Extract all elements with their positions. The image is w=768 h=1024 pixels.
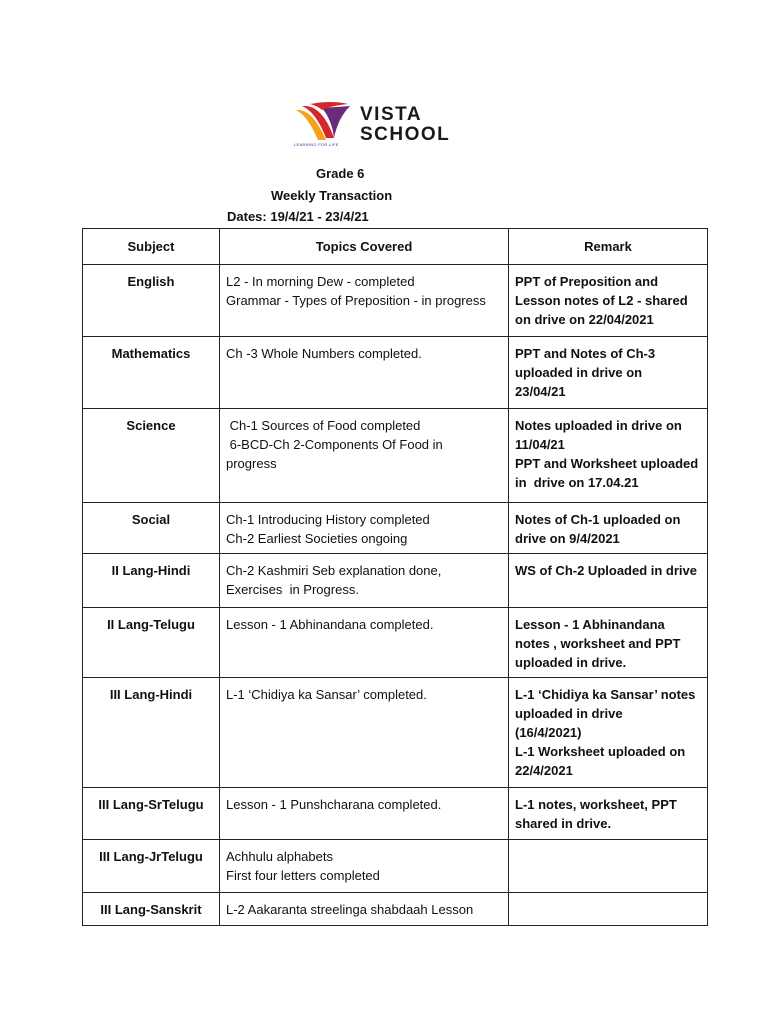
remark-cell bbox=[509, 788, 708, 840]
topics-cell bbox=[220, 503, 509, 554]
remark-line: notes , worksheet and PPT bbox=[515, 636, 681, 651]
table-body bbox=[83, 265, 708, 926]
weekly-transaction-table bbox=[82, 228, 708, 926]
subject-cell: Social bbox=[83, 503, 220, 554]
topics-cell bbox=[220, 265, 509, 337]
subject-cell: III Lang-Hindi bbox=[83, 678, 220, 788]
topic-line: Exercises in Progress. bbox=[226, 582, 359, 597]
table-row bbox=[83, 503, 708, 554]
topics-cell bbox=[220, 409, 509, 503]
remark-cell bbox=[509, 893, 708, 926]
table-header-row bbox=[83, 229, 708, 265]
table-row bbox=[83, 337, 708, 409]
remark-cell bbox=[509, 503, 708, 554]
remark-line: Notes uploaded in drive on bbox=[515, 418, 682, 433]
school-tagline: LEARNING FOR LIFE bbox=[294, 142, 339, 147]
remark-line: L-1 notes, worksheet, PPT bbox=[515, 797, 677, 812]
remark-line: Notes of Ch-1 uploaded on bbox=[515, 512, 681, 527]
remark-cell bbox=[509, 554, 708, 608]
date-range: Dates: 19/4/21 - 23/4/21 bbox=[227, 209, 369, 224]
remark-line: L-1 ‘Chidiya ka Sansar’ notes bbox=[515, 687, 696, 702]
remark-cell bbox=[509, 678, 708, 788]
topic-line: Ch-1 Sources of Food completed bbox=[226, 418, 421, 433]
topic-line: Achhulu alphabets bbox=[226, 849, 333, 864]
subject-cell: III Lang-SrTelugu bbox=[83, 788, 220, 840]
topics-cell bbox=[220, 678, 509, 788]
remark-line: PPT and Worksheet uploaded bbox=[515, 456, 699, 471]
topic-line: Grammar - Types of Preposition - in progress bbox=[226, 293, 486, 308]
topic-line: Ch -3 Whole Numbers completed. bbox=[226, 346, 422, 361]
topics-cell bbox=[220, 554, 509, 608]
school-logo bbox=[292, 100, 482, 152]
remark-line: WS of Ch-2 Uploaded in drive bbox=[515, 563, 698, 578]
topics-cell bbox=[220, 893, 509, 926]
table-row bbox=[83, 409, 708, 503]
remark-line: (16/4/2021) bbox=[515, 725, 582, 740]
column-header-subject: Subject bbox=[83, 229, 220, 265]
table-row bbox=[83, 840, 708, 893]
remark-line: L-1 Worksheet uploaded on bbox=[515, 744, 686, 759]
topic-line: Ch-2 Kashmiri Seb explanation done, bbox=[226, 563, 442, 578]
topic-line: Lesson - 1 Punshcharana completed. bbox=[226, 797, 442, 812]
column-header-topics: Topics Covered bbox=[220, 229, 509, 265]
remark-line: PPT of Preposition and bbox=[515, 274, 659, 289]
table-row bbox=[83, 678, 708, 788]
topics-cell bbox=[220, 337, 509, 409]
topic-line: Ch-1 Introducing History completed bbox=[226, 512, 430, 527]
remark-line: PPT and Notes of Ch-3 bbox=[515, 346, 656, 361]
topic-line: Lesson - 1 Abhinandana completed. bbox=[226, 617, 434, 632]
logo-emblem-icon bbox=[292, 100, 354, 146]
remark-line: shared in drive. bbox=[515, 816, 612, 831]
topic-line: L2 - In morning Dew - completed bbox=[226, 274, 415, 289]
school-name: VISTA SCHOOL bbox=[360, 104, 451, 145]
remark-cell bbox=[509, 840, 708, 893]
remark-line: 23/04/21 bbox=[515, 384, 566, 399]
grade-label: Grade 6 bbox=[316, 166, 365, 181]
table-row bbox=[83, 265, 708, 337]
remark-cell bbox=[509, 265, 708, 337]
table-row bbox=[83, 788, 708, 840]
topics-cell bbox=[220, 608, 509, 678]
table-row bbox=[83, 608, 708, 678]
topics-cell bbox=[220, 840, 509, 893]
subject-cell: Science bbox=[83, 409, 220, 503]
subject-cell: III Lang-Sanskrit bbox=[83, 893, 220, 926]
remark-line: Lesson - 1 Abhinandana bbox=[515, 617, 665, 632]
subject-cell: II Lang-Hindi bbox=[83, 554, 220, 608]
topic-line: First four letters completed bbox=[226, 868, 380, 883]
table-row bbox=[83, 554, 708, 608]
remark-line: Lesson notes of L2 - shared bbox=[515, 293, 688, 308]
subject-cell: III Lang-JrTelugu bbox=[83, 840, 220, 893]
topic-line: Ch-2 Earliest Societies ongoing bbox=[226, 531, 408, 546]
subject-cell: English bbox=[83, 265, 220, 337]
page-title: Weekly Transaction bbox=[271, 188, 393, 203]
subject-cell: Mathematics bbox=[83, 337, 220, 409]
subject-cell: II Lang-Telugu bbox=[83, 608, 220, 678]
remark-cell bbox=[509, 608, 708, 678]
remark-line: 11/04/21 bbox=[515, 437, 565, 452]
table-row bbox=[83, 893, 708, 926]
remark-line: on drive on 22/04/2021 bbox=[515, 312, 654, 327]
remark-cell bbox=[509, 409, 708, 503]
topic-line: progress bbox=[226, 456, 277, 471]
remark-line: 22/4/2021 bbox=[515, 763, 573, 778]
topics-cell bbox=[220, 788, 509, 840]
column-header-remark: Remark bbox=[509, 229, 708, 265]
remark-line: uploaded in drive bbox=[515, 706, 623, 721]
topic-line: L-2 Aakaranta streelinga shabdaah Lesson bbox=[226, 902, 474, 917]
remark-line: in drive on 17.04.21 bbox=[515, 475, 639, 490]
remark-line: drive on 9/4/2021 bbox=[515, 531, 620, 546]
topic-line: L-1 ‘Chidiya ka Sansar’ completed. bbox=[226, 687, 427, 702]
remark-line: uploaded in drive. bbox=[515, 655, 627, 670]
remark-line: uploaded in drive on bbox=[515, 365, 643, 380]
topic-line: 6-BCD-Ch 2-Components Of Food in bbox=[226, 437, 443, 452]
remark-cell bbox=[509, 337, 708, 409]
